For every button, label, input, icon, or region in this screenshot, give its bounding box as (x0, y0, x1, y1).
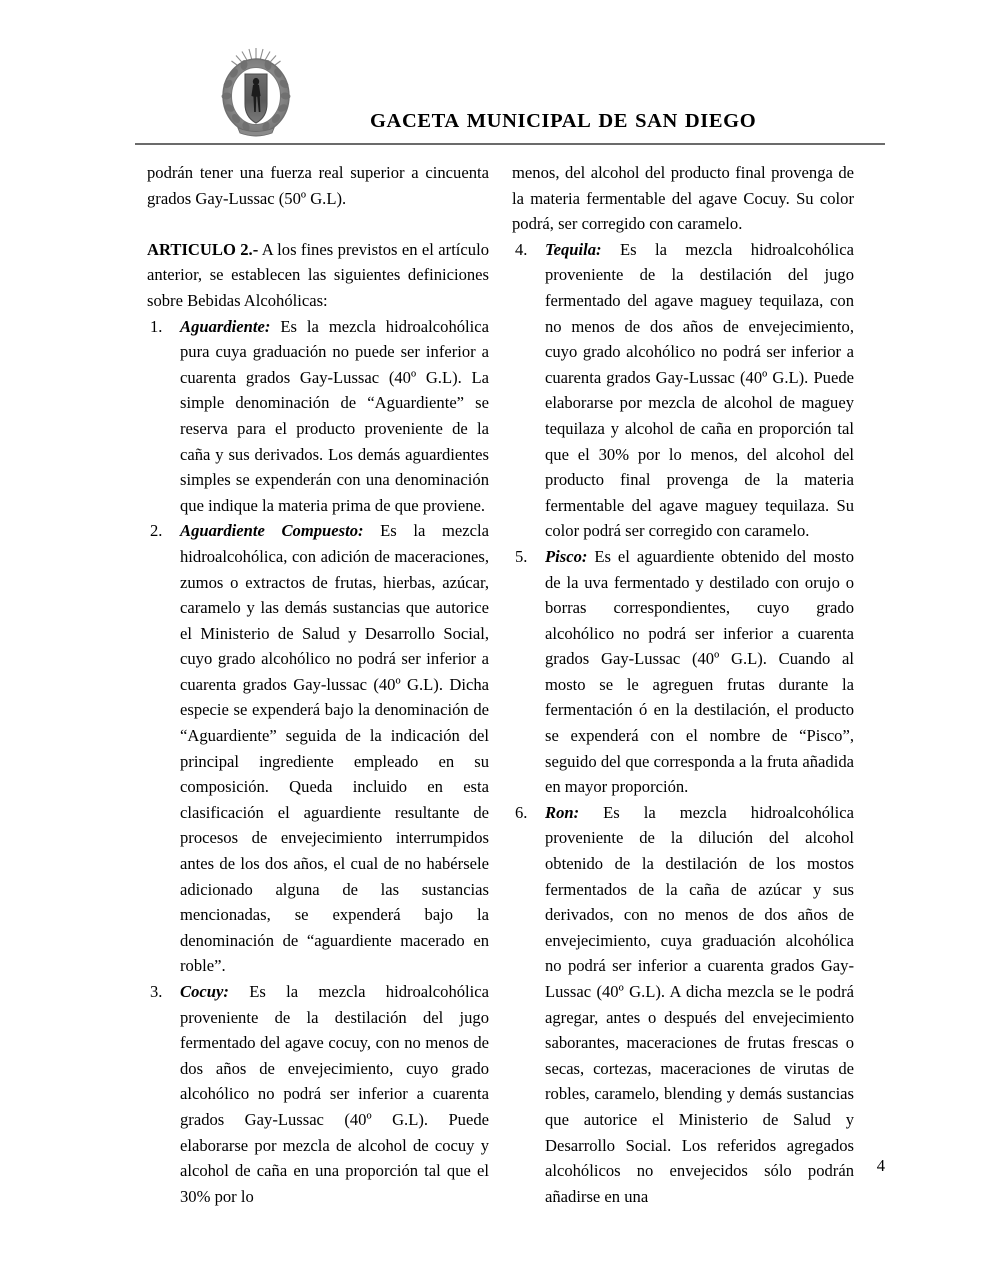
masthead-title (370, 110, 756, 133)
list-item-body (545, 240, 854, 541)
masthead-word: DIEGO (684, 110, 757, 132)
list-item-number: 2. (150, 521, 163, 541)
masthead-word: DE (598, 110, 629, 132)
definition-text: Es el aguardiente obtenido del mosto de la uva fermentado y destilado con orujo o borras correspondientes, cuyo grado alcohólico no podrá ser inferior a cuarenta grados Gay-Lussac (40º G.L). Cuando al mosto se le agreguen frutas durante la fermentación ó en la destilación, el producto se expenderá con el nombre de “Pisco”, seguido del que corresponda a la fruta añadida en mayor proporción. (545, 546, 854, 797)
definition-term: Tequila: (545, 239, 602, 259)
list-item-body (545, 547, 854, 796)
definition-term: Ron: (545, 802, 580, 822)
list-item (512, 800, 854, 1210)
list-item-number: 5. (515, 546, 528, 566)
paragraph-continuation-left: podrán tener una fuerza real superior a cincuenta grados Gay-Lussac (50º G.L). (147, 163, 489, 208)
list-item (147, 314, 489, 519)
definition-term: Aguardiente Compuesto: (180, 521, 364, 541)
page-number: 4 (876, 1156, 885, 1175)
definitions-list-left (147, 314, 489, 1210)
article-text: A los fines previstos en el artículo anterior, se establecen las siguientes definiciones sobre Bebidas Alcohólicas: (147, 239, 489, 310)
definition-term: Pisco: (545, 546, 588, 566)
list-item (147, 518, 489, 979)
paragraph-continuation-right: menos, del alcohol del producto final provenga de la materia fermentable del agave Cocuy. Su color podrá, ser corregido con caramelo. (512, 163, 854, 234)
list-item-number: 4. (515, 239, 528, 259)
masthead-word: SAN (635, 110, 678, 132)
list-item (512, 237, 854, 544)
header-divider (135, 143, 885, 145)
list-item-number: 1. (150, 316, 163, 336)
column-right (512, 160, 854, 1209)
list-item-number: 6. (515, 802, 528, 822)
article-heading-paragraph (147, 237, 489, 314)
definition-text: Es la mezcla hidroalcohólica proveniente de la destilación del jugo fermentado del agave cocuy, con no menos de dos años de envejecimiento, cuyo grado alcohólico no podrá ser inferior a cuarenta grados Gay-Lussac (40º G.L). Puede elaborarse por mezcla de alcohol de cocuy y alcohol de caña en una proporción tal que el 30% por lo (180, 982, 489, 1206)
list-item (147, 979, 489, 1209)
masthead-word: MUNICIPAL (466, 110, 592, 132)
article-number-label: ARTICULO 2.- (147, 239, 259, 259)
masthead-word: GACETA (370, 110, 460, 132)
definition-text: Es la mezcla hidroalcohólica proveniente de la dilución del alcohol obtenido de la destilación de los mostos fermentados de la caña de azúcar y sus derivados, con no menos de dos años de envejecimiento, cuya graduación alcohólica no podrá ser inferior a cuarenta grados Gay-Lussac (40º G.L). A dicha mezcla se le podrá agregar, antes o después del envejecimiento saborantes, maceraciones de frutas frescas o secas, cortezas, maceraciones de virutas de robles, caramelo, blending y demás sustancias que autorice el Ministerio de Salud y Desarrollo Social. Los referidos agregados alcohólicos no envejecidos sólo podrán añadirse en una (545, 802, 854, 1206)
list-item-body (180, 317, 489, 515)
definition-term: Aguardiente: (180, 316, 271, 336)
definition-text: Es la mezcla hidroalcohólica, con adición de maceraciones, zumos o extractos de frutas, hierbas, azúcar, caramelo y las demás sustancias que autorice el Ministerio de Salud y Desarrollo Social, cuyo grado alcohólico no podrá ser inferior a cuarenta grados Gay-lussac (40º G.L). Dicha especie se expenderá bajo la denominación de “Aguardiente” seguida de la indicación del principal ingrediente empleado en su composición. Queda incluido en esta clasificación el aguardiente resultante de procesos de envejecimiento interrumpidos antes de los dos años, el cual de no habérsele adicionado alguna de las sustancias mencionadas, se expenderá bajo la denominación de “aguardiente macerado en roble”. (180, 521, 490, 976)
coat-of-arms-icon (212, 44, 300, 140)
list-item-body (545, 803, 854, 1206)
list-item-body (180, 982, 489, 1206)
list-item (512, 544, 854, 800)
definition-term: Cocuy: (180, 982, 229, 1001)
list-item-body (180, 521, 489, 975)
definitions-list-right (512, 237, 854, 1210)
column-left (147, 160, 489, 1209)
list-item-number: 3. (150, 982, 163, 1001)
definition-text: Es la mezcla hidroalcohólica proveniente de la destilación del jugo fermentado del agave maguey tequilaza, con no menos de dos años de envejecimiento, cuyo grado alcohólico no podrá ser inferior a cuarenta grados Gay-Lussac (40º G.L). Puede elaborarse por mezcla de alcohol de maguey tequilaza y alcohol de caña en proporción tal que el 30% por lo menos, del alcohol del producto final provenga de la materia fermentable del agave maguey tequilaza. Su color podrá ser corregido con caramelo. (545, 239, 854, 541)
definition-text: Es la mezcla hidroalcohólica pura cuya graduación no puede ser inferior a cuarenta grados Gay-Lussac (40º G.L). La simple denominación de “Aguardiente” se reserva para el producto proveniente de la caña y sus derivados. Los demás aguardientes simples se expenderán con una denominación que indique la materia prima de que proviene. (180, 316, 489, 515)
page-header (0, 0, 990, 146)
